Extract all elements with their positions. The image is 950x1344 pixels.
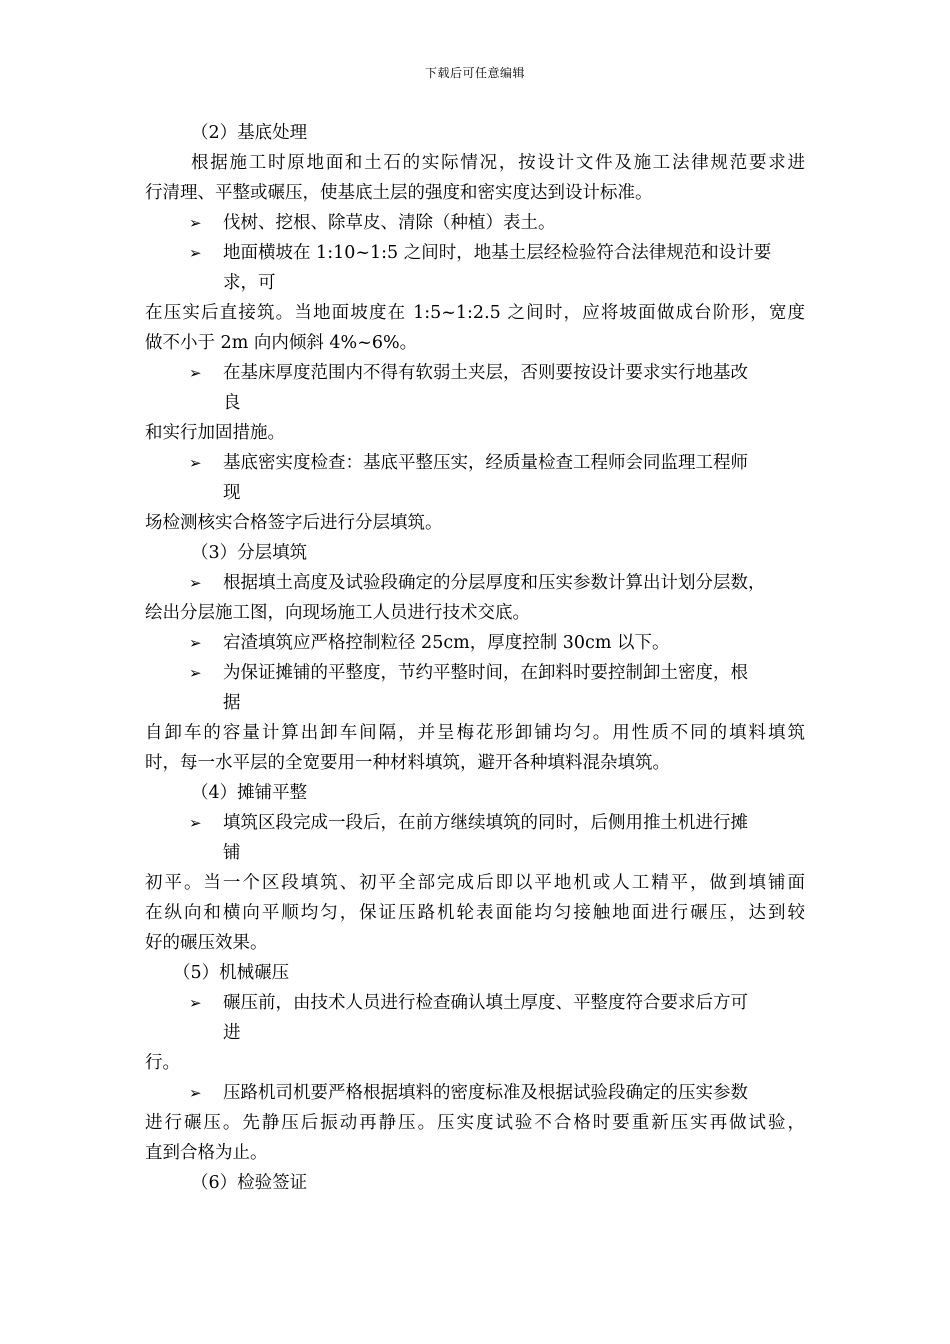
bullet-arrow-icon: ➢ [189,634,202,652]
bullet-text: 基底密实度检查：基底平整压实，经质量检查工程师会同监理工程师 [223,453,748,473]
paragraph-line: 行清理、平整或碾压，使基底土层的强度和密实度达到设计标准。 [145,183,653,203]
document-body [145,118,805,1198]
bullet-arrow-icon: ➢ [189,574,202,592]
bullet-arrow-icon: ➢ [189,994,202,1012]
paragraph-line: 在压实后直接筑。当地面坡度在 1:5~1:2.5 之间时，应将坡面做成台阶形，宽度 [145,303,805,323]
bullet-continuation [145,268,805,298]
bullet-text: 根据填土高度及试验段确定的分层厚度和压实参数计算出计划分层数， [223,573,766,593]
bullet-item [145,358,805,388]
paragraph-line: 自卸车的容量计算出卸车间隔，并呈梅花形卸铺均匀。用性质不同的填料填筑 [145,723,805,743]
paragraph-line: 直到合格为止。 [145,1143,268,1163]
section-heading-5: （5）机械碾压 [173,963,290,983]
bullet-text: 求，可 [223,273,276,293]
paragraph-line: 进行碾压。先静压后振动再静压。压实度试验不合格时要重新压实再做试验， [145,1113,805,1133]
bullet-text: 据 [223,693,241,713]
bullet-text: 在基床厚度范围内不得有软弱土夹层，否则要按设计要求实行地基改 [223,363,748,383]
bullet-item [145,988,805,1018]
bullet-continuation [145,838,805,868]
paragraph-line: 初平。当一个区段填筑、初平全部完成后即以平地机或人工精平，做到填铺面 [145,873,805,893]
bullet-text: 碾压前，由技术人员进行检查确认填土厚度、平整度符合要求后方可 [223,993,748,1013]
bullet-continuation [145,478,805,508]
paragraph-line: 在纵向和横向平顺均匀，保证压路机轮表面能均匀接触地面进行碾压，达到较 [145,903,805,923]
bullet-text: 伐树、挖根、除草皮、清除（种植）表土。 [223,213,556,233]
bullet-item [145,1078,805,1108]
section-heading-3: （3）分层填筑 [191,543,308,563]
paragraph-line: 做不小于 2m 向内倾斜 4%~6%。 [145,333,418,353]
page-header: 下载后可任意编辑 [424,66,525,80]
bullet-item [145,628,805,658]
paragraph-line: 和实行加固措施。 [145,423,285,443]
bullet-item [145,238,805,268]
paragraph-line: 时，每一水平层的全宽要用一种材料填筑，避开各种填料混杂填筑。 [145,753,670,773]
bullet-text: 填筑区段完成一段后，在前方继续填筑的同时，后侧用推土机进行摊 [223,813,748,833]
bullet-continuation [145,388,805,418]
bullet-arrow-icon: ➢ [189,1084,202,1102]
bullet-item [145,808,805,838]
bullet-arrow-icon: ➢ [189,454,202,472]
bullet-text: 压路机司机要严格根据填料的密度标准及根据试验段确定的压实参数 [223,1083,748,1103]
bullet-arrow-icon: ➢ [189,664,202,682]
bullet-text: 铺 [223,843,241,863]
bullet-text: 为保证摊铺的平整度，节约平整时间，在卸料时要控制卸土密度，根 [223,663,748,683]
section-heading-2: （2）基底处理 [191,123,308,143]
bullet-arrow-icon: ➢ [189,244,202,262]
bullet-arrow-icon: ➢ [189,214,202,232]
paragraph-line: 行。 [145,1053,180,1073]
bullet-arrow-icon: ➢ [189,364,202,382]
bullet-text: 良 [223,393,241,413]
bullet-text: 进 [223,1023,241,1043]
bullet-text: 现 [223,483,241,503]
bullet-item [145,208,805,238]
bullet-arrow-icon: ➢ [189,814,202,832]
bullet-text: 地面横坡在 1:10~1:5 之间时，地基土层经检验符合法律规范和设计要 [223,243,772,263]
bullet-continuation [145,688,805,718]
paragraph-line: 场检测核实合格签字后进行分层填筑。 [145,513,443,533]
paragraph-line: 好的碾压效果。 [145,933,268,953]
bullet-item [145,658,805,688]
paragraph-line: 根据施工时原地面和土石的实际情况，按设计文件及施工法律规范要求进 [191,153,805,173]
bullet-item [145,568,805,598]
section-heading-4: （4）摊铺平整 [191,783,308,803]
bullet-item [145,448,805,478]
bullet-continuation [145,1018,805,1048]
bullet-text: 宕渣填筑应严格控制粒径 25cm，厚度控制 30cm 以下。 [223,633,670,653]
paragraph-line: 绘出分层施工图，向现场施工人员进行技术交底。 [145,603,530,623]
section-heading-6: （6）检验签证 [191,1173,308,1193]
